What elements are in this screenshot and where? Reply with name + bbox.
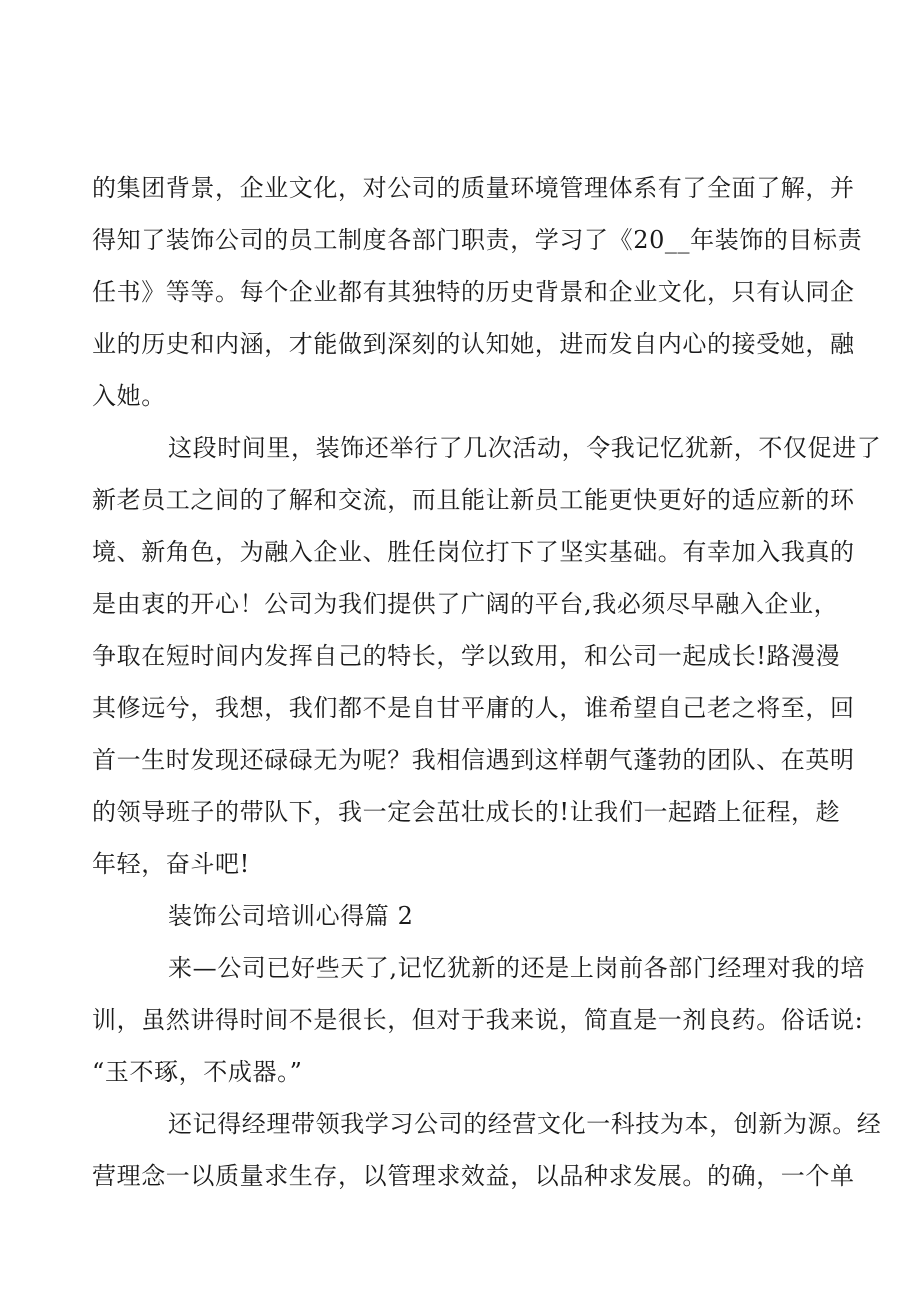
paragraph-line: 的领导班子的带队下，我一定会茁壮成长的!让我们一起踏上征程，趁 — [92, 798, 841, 826]
paragraph-line: 来—公司已好些天了,记忆犹新的还是上岗前各部门经理对我的培 — [168, 954, 866, 982]
section-heading: 装饰公司培训心得篇 2 — [168, 902, 414, 930]
paragraph-line: 的集团背景，企业文化，对公司的质量环境管理体系有了全面了解，并 — [92, 174, 855, 202]
paragraph-line: 还记得经理带领我学习公司的经营文化一科技为本，创新为源。经 — [168, 1110, 882, 1138]
paragraph-line: 得知了装饰公司的员工制度各部门职责，学习了《20__年装饰的目标责 — [92, 226, 863, 254]
paragraph-line: 训，虽然讲得时间不是很长，但对于我来说，简直是一剂良药。俗话说: — [92, 1006, 864, 1034]
paragraph-line: “玉不琢，不成器。” — [92, 1058, 303, 1086]
paragraph-line: 新老员工之间的了解和交流，而且能让新员工能更快更好的适应新的环 — [92, 486, 855, 514]
paragraph-line: 入她。 — [92, 382, 166, 410]
paragraph-line: 任书》等等。每个企业都有其独特的历史背景和企业文化，只有认同企 — [92, 278, 855, 306]
paragraph-line: 首一生时发现还碌碌无为呢？我相信遇到这样朝气蓬勃的团队、在英明 — [92, 746, 855, 774]
paragraph-line: 营理念一以质量求生存，以管理求效益，以品种求发展。的确，一个单 — [92, 1162, 855, 1190]
paragraph-line: 这段时间里，装饰还举行了几次活动，令我记忆犹新，不仅促进了 — [168, 434, 882, 462]
paragraph-line: 年轻，奋斗吧! — [92, 850, 250, 878]
paragraph-line: 是由衷的开心！公司为我们提供了广阔的平台,我必须尽早融入企业， — [92, 590, 839, 618]
paragraph-line: 业的历史和内涵，才能做到深刻的认知她，进而发自内心的接受她，融 — [92, 330, 855, 358]
paragraph-line: 争取在短时间内发挥自己的特长，学以致用，和公司一起成长!路漫漫 — [92, 642, 841, 670]
paragraph-line: 其修远兮，我想，我们都不是自甘平庸的人，谁希望自己老之将至，回 — [92, 694, 855, 722]
paragraph-line: 境、新角色，为融入企业、胜任岗位打下了坚实基础。有幸加入我真的 — [92, 538, 855, 566]
